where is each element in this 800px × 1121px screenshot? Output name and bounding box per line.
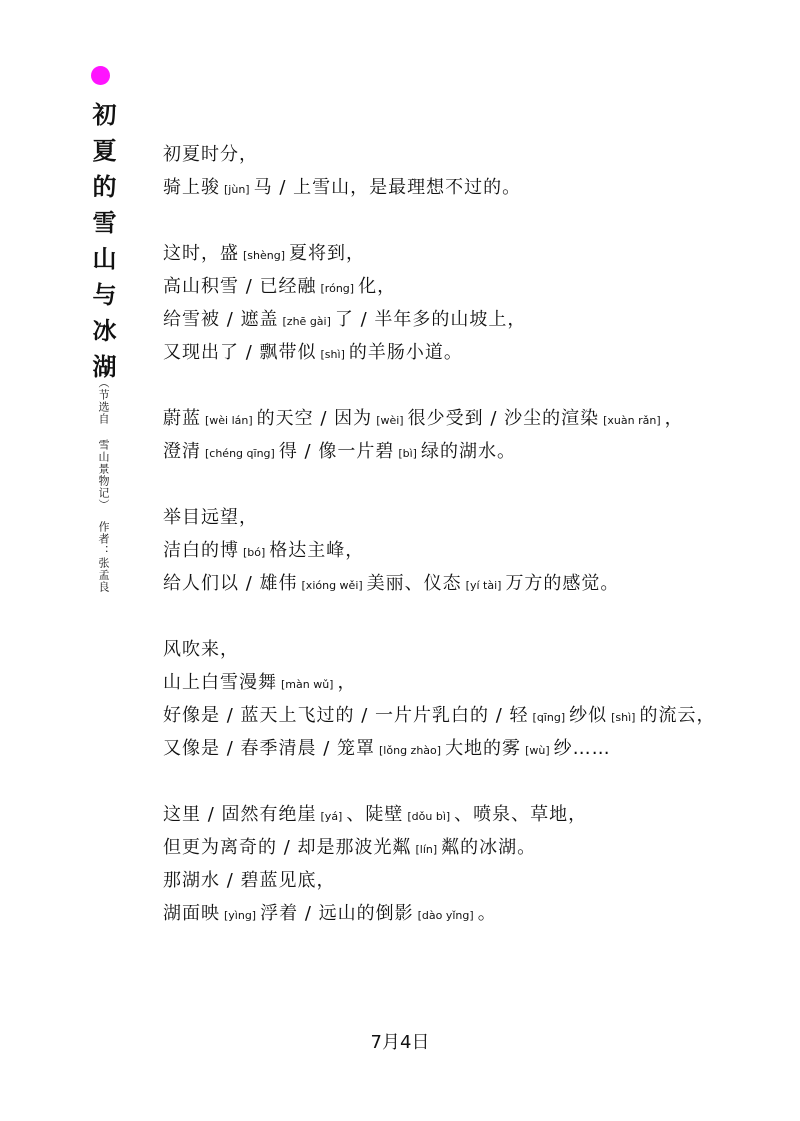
line-text: 给人们以 / 雄伟 (163, 573, 298, 594)
poem-line (163, 138, 763, 171)
poem-stanza (163, 237, 763, 369)
line-text: 澄清 (163, 441, 201, 462)
poem-stanza (163, 501, 763, 600)
line-text: 。 (477, 903, 497, 924)
line-text: 那湖水 / 碧蓝见底， (163, 870, 336, 891)
pinyin-annotation: [dào yǐng] (417, 909, 474, 922)
poem-body (163, 138, 763, 963)
poem-line (163, 534, 763, 567)
line-text: 的天空 / 因为 (256, 408, 373, 429)
poem-line (163, 633, 763, 666)
pinyin-annotation: [yí tài] (465, 579, 502, 592)
line-text: 得 / 像一片碧 (278, 441, 395, 462)
poem-line (163, 831, 763, 864)
poem-stanza (163, 402, 763, 468)
line-text: 举目远望， (163, 507, 258, 528)
line-text: 美丽、仪态 (366, 573, 462, 594)
poem-stanza (163, 798, 763, 930)
poem-line (163, 699, 763, 732)
poem-line (163, 567, 763, 600)
pinyin-annotation: [dǒu bì] (407, 810, 451, 823)
poem-line (163, 798, 763, 831)
line-text: 风吹来， (163, 639, 239, 660)
title-text: 初夏的雪山与冰湖 (88, 102, 116, 390)
page-footer-date: 7月4日 (370, 1032, 430, 1053)
magenta-dot-icon (91, 66, 110, 85)
line-text: 又像是 / 春季清晨 / 笼罩 (163, 738, 376, 759)
line-text: 很少受到 / 沙尘的渲染 (407, 408, 600, 429)
poem-line (163, 666, 763, 699)
vertical-title (89, 102, 115, 390)
line-text: 初夏时分， (163, 144, 258, 165)
pinyin-annotation: [shèng] (243, 249, 286, 262)
line-text: 、喷泉、草地， (454, 804, 588, 825)
pinyin-annotation: [lǒng zhào] (379, 744, 442, 757)
pinyin-annotation: [jùn] (224, 183, 250, 196)
pinyin-annotation: [shì] (320, 348, 345, 361)
poem-line (163, 732, 763, 765)
pinyin-annotation: [xuàn rǎn] (603, 414, 661, 427)
line-text: ， (664, 408, 684, 429)
line-text: 了 / 半年多的山坡上， (334, 309, 527, 330)
poem-line (163, 435, 763, 468)
line-text: 蔚蓝 (163, 408, 201, 429)
pinyin-annotation: [lín] (415, 843, 438, 856)
line-text: 化， (358, 276, 397, 297)
pinyin-annotation: [màn wǔ] (281, 678, 334, 691)
line-text: 大地的雾 (445, 738, 522, 759)
pinyin-annotation: [yá] (320, 810, 343, 823)
line-text: 这里 / 固然有绝崖 (163, 804, 317, 825)
line-text: 纱似 (569, 705, 608, 726)
source-text: （节选自 雪山景物记） (97, 377, 110, 511)
line-text: 洁白的博 (163, 540, 239, 561)
poem-line (163, 336, 763, 369)
pinyin-annotation: [wèi] (376, 414, 404, 427)
line-text: ， (337, 672, 357, 693)
line-text: 马 / 上雪山，是最理想不过的。 (253, 177, 522, 198)
pinyin-annotation: [wèi lán] (205, 414, 253, 427)
pinyin-annotation: [wù] (525, 744, 550, 757)
vertical-byline (94, 377, 110, 593)
line-text: 给雪被 / 遮盖 (163, 309, 279, 330)
line-text: 的流云， (639, 705, 716, 726)
pinyin-annotation: [qīng] (532, 711, 566, 724)
pinyin-annotation: [bì] (398, 447, 417, 460)
pinyin-annotation: [xióng wěi] (301, 579, 363, 592)
poem-line (163, 864, 763, 897)
author-text: 作者：张孟良 (97, 521, 110, 593)
poem-stanza (163, 633, 763, 765)
line-text: 又现出了 / 飘带似 (163, 342, 317, 363)
line-text: 这时，盛 (163, 243, 239, 264)
line-text: 但更为离奇的 / 却是那波光粼 (163, 837, 412, 858)
line-text: 万方的感觉。 (505, 573, 620, 594)
poem-line (163, 237, 763, 270)
pinyin-annotation: [shì] (611, 711, 636, 724)
poem-stanza (163, 138, 763, 204)
pinyin-annotation: [yìng] (224, 909, 257, 922)
pinyin-annotation: [róng] (320, 282, 355, 295)
line-text: 好像是 / 蓝天上飞过的 / 一片片乳白的 / 轻 (163, 705, 529, 726)
line-text: 湖面映 (163, 903, 220, 924)
line-text: 、陡壁 (346, 804, 404, 825)
line-text: 的羊肠小道。 (348, 342, 463, 363)
pinyin-annotation: [chéng qīng] (205, 447, 275, 460)
pinyin-annotation: [bó] (243, 546, 266, 559)
line-text: 骑上骏 (163, 177, 220, 198)
line-text: 格达主峰， (269, 540, 365, 561)
poem-line (163, 501, 763, 534)
line-text: 山上白雪漫舞 (163, 672, 277, 693)
line-text: 高山积雪 / 已经融 (163, 276, 317, 297)
poem-line (163, 897, 763, 930)
pinyin-annotation: [zhē gài] (282, 315, 331, 328)
poem-line (163, 303, 763, 336)
line-text: 绿的湖水。 (420, 441, 516, 462)
line-text: 浮着 / 远山的倒影 (260, 903, 414, 924)
line-text: 纱…… (553, 738, 611, 759)
poem-line (163, 402, 763, 435)
poem-line (163, 270, 763, 303)
poem-line (163, 171, 763, 204)
line-text: 粼的冰湖。 (441, 837, 537, 858)
line-text: 夏将到， (289, 243, 366, 264)
